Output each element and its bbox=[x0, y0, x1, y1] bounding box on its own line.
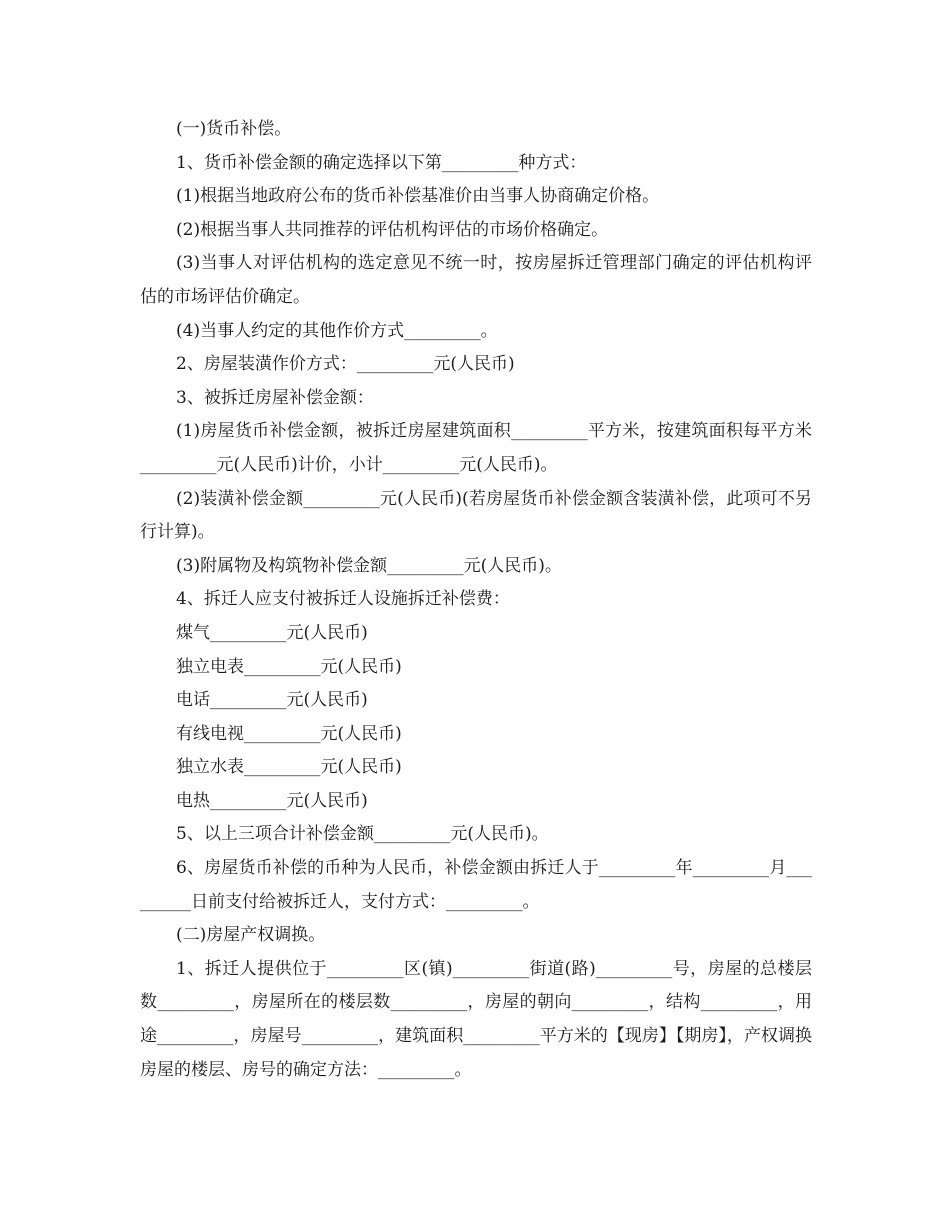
facility-electric-meter: 独立电表_________元(人民币) bbox=[176, 656, 402, 677]
clause-6-payment: 6、房屋货币补偿的币种为人民币，补偿金额由拆迁人于_________年_________月_________日前支付给被拆迁人，支付方式：_________。 bbox=[140, 858, 812, 912]
clause-3-heading: 3、被拆迁房屋补偿金额： bbox=[176, 387, 374, 408]
clause-3-item-1: (1)房屋货币补偿金额，被拆迁房屋建筑面积_________平方米，按建筑面积每平方米_________元(人民币)计价，小计_________元(人民币)。 bbox=[140, 421, 812, 475]
clause-4-heading: 4、拆迁人应支付被拆迁人设施拆迁补偿费： bbox=[176, 589, 510, 610]
facility-cable-tv: 有线电视_________元(人民币) bbox=[176, 723, 402, 744]
facility-gas: 煤气_________元(人民币) bbox=[176, 622, 368, 643]
section-heading-exchange: (二)房屋产权调换。 bbox=[176, 925, 326, 946]
facility-telephone: 电话_________元(人民币) bbox=[176, 690, 368, 711]
clause-1-option-4: (4)当事人约定的其他作价方式_________。 bbox=[176, 320, 498, 341]
clause-5-total: 5、以上三项合计补偿金额_________元(人民币)。 bbox=[176, 824, 549, 845]
document-body bbox=[140, 113, 812, 1087]
facility-electric-heating: 电热_________元(人民币) bbox=[176, 790, 368, 811]
section-heading-monetary: (一)货币补偿。 bbox=[176, 119, 292, 139]
exchange-clause-1: 1、拆迁人提供位于_________区(镇)_________街道(路)_________号，房屋的总楼层数_________，房屋所在的楼层数_________，房屋的朝向_________，结构_________，用途_________，房屋号_________，建筑面积_________平方米的【现房】【期房】，产权调换房屋的楼层、房号的确定方法：_________。 bbox=[140, 958, 812, 1080]
facility-water-meter: 独立水表_________元(人民币) bbox=[176, 757, 402, 778]
clause-3-item-2: (2)装潢补偿金额_________元(人民币)(若房屋货币补偿金额含装潢补偿，此项可不另行计算)。 bbox=[140, 488, 812, 543]
clause-2-decoration-price: 2、房屋装潢作价方式：_________元(人民币) bbox=[176, 354, 515, 375]
clause-1-method-choice: 1、货币补偿金额的确定选择以下第_________种方式： bbox=[176, 152, 587, 173]
clause-1-option-1: (1)根据当地政府公布的货币补偿基准价由当事人协商确定价格。 bbox=[176, 186, 660, 207]
clause-1-option-2: (2)根据当事人共同推荐的评估机构评估的市场价格确定。 bbox=[176, 219, 609, 240]
clause-3-item-3: (3)附属物及构筑物补偿金额_________元(人民币)。 bbox=[176, 555, 562, 576]
clause-1-option-3: (3)当事人对评估机构的选定意见不统一时，按房屋拆迁管理部门确定的评估机构评估的市场评估价确定。 bbox=[140, 253, 812, 307]
